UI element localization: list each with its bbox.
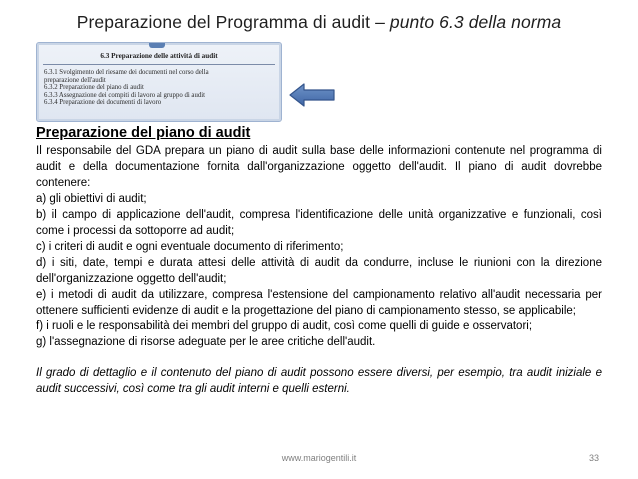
closing-paragraph: Il grado di dettaglio e il contenuto del piano di audit possono essere diversi, per esempio, tra audit iniziale e audit successivi, così come tra gli audit interni e quelli esterni. <box>36 367 602 396</box>
footer-url: www.mariogentili.it <box>281 453 357 463</box>
slide-title-italic: punto 6.3 della norma <box>389 12 562 32</box>
list-item: f) i ruoli e le responsabilità dei membri del gruppo di audit, così come quelli di guide e osservatori; <box>36 320 533 333</box>
excerpt-divider <box>43 64 275 65</box>
paragraph-spacer <box>36 351 602 366</box>
excerpt-items <box>44 69 272 107</box>
excerpt-item: 6.3.1 Svolgimento del riesame dei documenti nel corso della <box>44 69 209 76</box>
excerpt-item: 6.3.3 Assegnazione dei compiti di lavoro al gruppo di audit <box>44 91 206 99</box>
body-text <box>36 124 602 398</box>
section-heading: Preparazione del piano di audit <box>36 125 251 141</box>
arrow-left-icon <box>288 82 336 108</box>
excerpt-notch <box>149 42 165 48</box>
slide-title-main: Preparazione del Programma di audit – <box>76 12 390 32</box>
slide-title <box>0 12 638 33</box>
list-item: b) il campo di applicazione dell'audit, compresa l'identificazione delle unità organizzative e funzionali, così come i processi da sottoporre ad audit; <box>36 208 602 237</box>
list-item: a) gli obiettivi di audit; <box>36 192 147 205</box>
embedded-standard-excerpt <box>36 42 282 122</box>
list-item: e) i metodi di audit da utilizzare, compresa l'estensione del campionamento relativo all'audit necessaria per ottenere sufficienti evidenze di audit e la progettazione del piano di campionamento stesso, se applicabile; <box>36 288 602 317</box>
list-item: d) i siti, date, tempi e durata attesi delle attività di audit da condurre, incluse le riunioni con la direzione dell'organizzazione oggetto dell'audit; <box>36 256 602 285</box>
excerpt-title: 6.3 Preparazione delle attività di audit <box>100 52 218 60</box>
list-item: c) i criteri di audit e ogni eventuale documento di riferimento; <box>36 240 344 253</box>
intro-paragraph: Il responsabile del GDA prepara un piano di audit sulla base delle informazioni contenute nel programma di audit e della documentazione fornita dall'organizzazione oggetto dell'audit. Il piano di audit dovrebbe contenere: <box>36 145 602 189</box>
list-item: g) l'assegnazione di risorse adeguate per le aree critiche dell'audit. <box>36 336 376 349</box>
excerpt-item: 6.3.2 Preparazione del piano di audit <box>44 84 144 92</box>
excerpt-item: preparazione dell'audit <box>44 76 106 84</box>
excerpt-item: 6.3.4 Preparazione dei documenti di lavoro <box>44 99 162 107</box>
page-number: 33 <box>588 453 599 463</box>
